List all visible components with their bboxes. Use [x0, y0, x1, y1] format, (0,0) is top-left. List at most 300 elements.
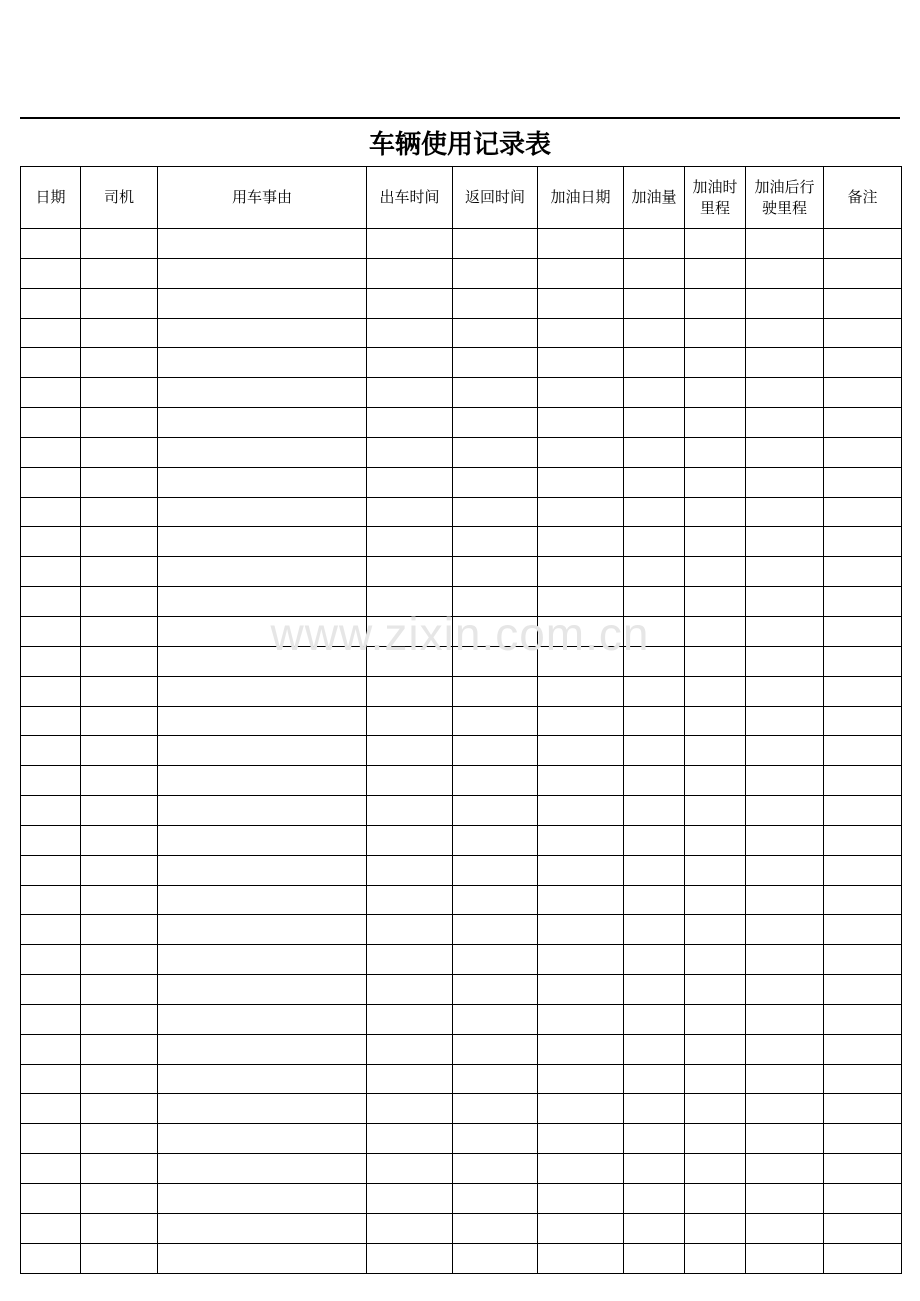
table-cell[interactable]: [367, 766, 453, 796]
table-cell[interactable]: [746, 676, 824, 706]
table-cell[interactable]: [158, 825, 367, 855]
table-cell[interactable]: [453, 706, 538, 736]
table-cell[interactable]: [158, 736, 367, 766]
table-cell[interactable]: [81, 766, 158, 796]
table-cell[interactable]: [685, 527, 746, 557]
table-cell[interactable]: [453, 736, 538, 766]
table-cell[interactable]: [538, 378, 624, 408]
table-cell[interactable]: [367, 497, 453, 527]
table-cell[interactable]: [624, 258, 685, 288]
table-cell[interactable]: [367, 676, 453, 706]
table-cell[interactable]: [824, 1064, 902, 1094]
table-cell[interactable]: [538, 706, 624, 736]
table-cell[interactable]: [685, 467, 746, 497]
table-cell[interactable]: [538, 1094, 624, 1124]
table-cell[interactable]: [538, 288, 624, 318]
table-cell[interactable]: [746, 408, 824, 438]
table-cell[interactable]: [21, 557, 81, 587]
table-cell[interactable]: [685, 348, 746, 378]
table-cell[interactable]: [158, 676, 367, 706]
table-cell[interactable]: [21, 258, 81, 288]
table-cell[interactable]: [685, 378, 746, 408]
table-cell[interactable]: [81, 467, 158, 497]
table-cell[interactable]: [824, 796, 902, 826]
table-cell[interactable]: [746, 915, 824, 945]
table-cell[interactable]: [81, 1064, 158, 1094]
table-cell[interactable]: [538, 258, 624, 288]
table-cell[interactable]: [453, 1154, 538, 1184]
table-cell[interactable]: [21, 497, 81, 527]
table-cell[interactable]: [624, 348, 685, 378]
table-cell[interactable]: [453, 467, 538, 497]
table-cell[interactable]: [824, 676, 902, 706]
table-cell[interactable]: [746, 527, 824, 557]
table-cell[interactable]: [538, 497, 624, 527]
table-cell[interactable]: [624, 229, 685, 259]
table-cell[interactable]: [685, 706, 746, 736]
table-cell[interactable]: [367, 437, 453, 467]
table-cell[interactable]: [453, 676, 538, 706]
table-cell[interactable]: [624, 437, 685, 467]
table-cell[interactable]: [21, 318, 81, 348]
table-cell[interactable]: [367, 378, 453, 408]
table-cell[interactable]: [685, 1124, 746, 1154]
table-cell[interactable]: [158, 706, 367, 736]
table-cell[interactable]: [538, 1124, 624, 1154]
table-cell[interactable]: [81, 915, 158, 945]
table-cell[interactable]: [453, 348, 538, 378]
table-cell[interactable]: [685, 288, 746, 318]
table-cell[interactable]: [21, 527, 81, 557]
table-cell[interactable]: [158, 855, 367, 885]
table-cell[interactable]: [81, 348, 158, 378]
table-cell[interactable]: [81, 557, 158, 587]
table-cell[interactable]: [158, 527, 367, 557]
table-cell[interactable]: [81, 1154, 158, 1184]
table-cell[interactable]: [746, 1154, 824, 1184]
table-cell[interactable]: [624, 825, 685, 855]
table-cell[interactable]: [538, 1004, 624, 1034]
table-cell[interactable]: [21, 1184, 81, 1214]
table-cell[interactable]: [624, 318, 685, 348]
table-cell[interactable]: [158, 766, 367, 796]
table-cell[interactable]: [746, 1064, 824, 1094]
table-cell[interactable]: [538, 437, 624, 467]
table-cell[interactable]: [453, 1064, 538, 1094]
table-cell[interactable]: [746, 1213, 824, 1243]
table-cell[interactable]: [21, 676, 81, 706]
table-cell[interactable]: [453, 975, 538, 1005]
table-cell[interactable]: [685, 796, 746, 826]
table-cell[interactable]: [624, 736, 685, 766]
table-cell[interactable]: [81, 318, 158, 348]
table-cell[interactable]: [685, 915, 746, 945]
table-cell[interactable]: [685, 646, 746, 676]
table-cell[interactable]: [824, 616, 902, 646]
table-cell[interactable]: [746, 825, 824, 855]
table-cell[interactable]: [21, 646, 81, 676]
table-cell[interactable]: [685, 1094, 746, 1124]
table-cell[interactable]: [685, 408, 746, 438]
table-cell[interactable]: [685, 1184, 746, 1214]
table-cell[interactable]: [538, 676, 624, 706]
table-cell[interactable]: [538, 557, 624, 587]
table-cell[interactable]: [538, 1184, 624, 1214]
table-cell[interactable]: [81, 1184, 158, 1214]
table-cell[interactable]: [824, 945, 902, 975]
table-cell[interactable]: [824, 766, 902, 796]
table-cell[interactable]: [746, 855, 824, 885]
table-cell[interactable]: [824, 855, 902, 885]
table-cell[interactable]: [367, 258, 453, 288]
table-cell[interactable]: [824, 975, 902, 1005]
table-cell[interactable]: [367, 915, 453, 945]
table-cell[interactable]: [746, 766, 824, 796]
table-cell[interactable]: [367, 527, 453, 557]
table-cell[interactable]: [538, 855, 624, 885]
table-cell[interactable]: [81, 825, 158, 855]
table-cell[interactable]: [824, 437, 902, 467]
table-cell[interactable]: [685, 885, 746, 915]
table-cell[interactable]: [81, 796, 158, 826]
table-cell[interactable]: [746, 945, 824, 975]
table-cell[interactable]: [624, 975, 685, 1005]
table-cell[interactable]: [81, 258, 158, 288]
table-cell[interactable]: [158, 229, 367, 259]
table-cell[interactable]: [624, 288, 685, 318]
table-cell[interactable]: [624, 1213, 685, 1243]
table-cell[interactable]: [824, 497, 902, 527]
table-cell[interactable]: [21, 1243, 81, 1273]
table-cell[interactable]: [624, 676, 685, 706]
table-cell[interactable]: [158, 945, 367, 975]
table-cell[interactable]: [367, 1154, 453, 1184]
table-cell[interactable]: [624, 1094, 685, 1124]
table-cell[interactable]: [453, 1004, 538, 1034]
table-cell[interactable]: [21, 378, 81, 408]
table-cell[interactable]: [158, 497, 367, 527]
table-cell[interactable]: [453, 378, 538, 408]
table-cell[interactable]: [746, 467, 824, 497]
table-cell[interactable]: [453, 437, 538, 467]
table-cell[interactable]: [746, 557, 824, 587]
table-cell[interactable]: [746, 1124, 824, 1154]
table-cell[interactable]: [453, 1094, 538, 1124]
table-cell[interactable]: [81, 1094, 158, 1124]
table-cell[interactable]: [367, 945, 453, 975]
table-cell[interactable]: [824, 557, 902, 587]
table-cell[interactable]: [367, 855, 453, 885]
table-cell[interactable]: [685, 1034, 746, 1064]
table-cell[interactable]: [21, 229, 81, 259]
table-cell[interactable]: [538, 975, 624, 1005]
table-cell[interactable]: [824, 706, 902, 736]
table-cell[interactable]: [824, 646, 902, 676]
table-cell[interactable]: [81, 1213, 158, 1243]
table-cell[interactable]: [367, 1124, 453, 1154]
table-cell[interactable]: [538, 1213, 624, 1243]
table-cell[interactable]: [158, 1094, 367, 1124]
table-cell[interactable]: [746, 1243, 824, 1273]
table-cell[interactable]: [453, 527, 538, 557]
table-cell[interactable]: [685, 1064, 746, 1094]
table-cell[interactable]: [21, 1154, 81, 1184]
table-cell[interactable]: [21, 975, 81, 1005]
table-cell[interactable]: [81, 736, 158, 766]
table-cell[interactable]: [453, 915, 538, 945]
table-cell[interactable]: [538, 527, 624, 557]
table-cell[interactable]: [81, 646, 158, 676]
table-cell[interactable]: [81, 497, 158, 527]
table-cell[interactable]: [685, 587, 746, 617]
table-cell[interactable]: [367, 467, 453, 497]
table-cell[interactable]: [367, 1004, 453, 1034]
table-cell[interactable]: [824, 318, 902, 348]
table-cell[interactable]: [824, 1094, 902, 1124]
table-cell[interactable]: [81, 288, 158, 318]
table-cell[interactable]: [81, 527, 158, 557]
table-cell[interactable]: [538, 229, 624, 259]
table-cell[interactable]: [685, 557, 746, 587]
table-cell[interactable]: [158, 1213, 367, 1243]
table-cell[interactable]: [538, 1154, 624, 1184]
table-cell[interactable]: [21, 766, 81, 796]
table-cell[interactable]: [538, 766, 624, 796]
table-cell[interactable]: [685, 766, 746, 796]
table-cell[interactable]: [538, 1064, 624, 1094]
table-cell[interactable]: [81, 437, 158, 467]
table-cell[interactable]: [685, 1213, 746, 1243]
table-cell[interactable]: [158, 258, 367, 288]
table-cell[interactable]: [824, 1184, 902, 1214]
table-cell[interactable]: [624, 945, 685, 975]
table-cell[interactable]: [367, 825, 453, 855]
table-cell[interactable]: [685, 1243, 746, 1273]
table-cell[interactable]: [21, 796, 81, 826]
table-cell[interactable]: [538, 348, 624, 378]
table-cell[interactable]: [538, 1243, 624, 1273]
table-cell[interactable]: [746, 616, 824, 646]
table-cell[interactable]: [624, 706, 685, 736]
table-cell[interactable]: [453, 1213, 538, 1243]
table-cell[interactable]: [685, 975, 746, 1005]
table-cell[interactable]: [81, 1004, 158, 1034]
table-cell[interactable]: [81, 676, 158, 706]
table-cell[interactable]: [624, 1004, 685, 1034]
table-cell[interactable]: [21, 288, 81, 318]
table-cell[interactable]: [21, 736, 81, 766]
table-cell[interactable]: [746, 646, 824, 676]
table-cell[interactable]: [453, 1124, 538, 1154]
table-cell[interactable]: [453, 1243, 538, 1273]
table-cell[interactable]: [453, 1184, 538, 1214]
table-cell[interactable]: [21, 616, 81, 646]
table-cell[interactable]: [746, 1184, 824, 1214]
table-cell[interactable]: [685, 1154, 746, 1184]
table-cell[interactable]: [538, 318, 624, 348]
table-cell[interactable]: [21, 1124, 81, 1154]
table-cell[interactable]: [453, 318, 538, 348]
table-cell[interactable]: [367, 1034, 453, 1064]
table-cell[interactable]: [158, 288, 367, 318]
table-cell[interactable]: [685, 945, 746, 975]
table-cell[interactable]: [624, 766, 685, 796]
table-cell[interactable]: [685, 616, 746, 646]
table-cell[interactable]: [685, 1004, 746, 1034]
table-cell[interactable]: [824, 915, 902, 945]
table-cell[interactable]: [81, 378, 158, 408]
table-cell[interactable]: [367, 1213, 453, 1243]
table-cell[interactable]: [685, 825, 746, 855]
table-cell[interactable]: [624, 885, 685, 915]
table-cell[interactable]: [367, 348, 453, 378]
table-cell[interactable]: [624, 915, 685, 945]
table-cell[interactable]: [824, 527, 902, 557]
table-cell[interactable]: [21, 467, 81, 497]
table-cell[interactable]: [685, 318, 746, 348]
table-cell[interactable]: [624, 1124, 685, 1154]
table-cell[interactable]: [453, 288, 538, 318]
table-cell[interactable]: [624, 408, 685, 438]
table-cell[interactable]: [538, 915, 624, 945]
table-cell[interactable]: [158, 1184, 367, 1214]
table-cell[interactable]: [746, 348, 824, 378]
table-cell[interactable]: [158, 348, 367, 378]
table-cell[interactable]: [746, 736, 824, 766]
table-cell[interactable]: [624, 1154, 685, 1184]
table-cell[interactable]: [824, 587, 902, 617]
table-cell[interactable]: [81, 1243, 158, 1273]
table-cell[interactable]: [624, 467, 685, 497]
table-cell[interactable]: [21, 945, 81, 975]
table-cell[interactable]: [746, 796, 824, 826]
table-cell[interactable]: [453, 825, 538, 855]
table-cell[interactable]: [158, 915, 367, 945]
table-cell[interactable]: [453, 885, 538, 915]
table-cell[interactable]: [21, 1064, 81, 1094]
table-cell[interactable]: [746, 258, 824, 288]
table-cell[interactable]: [453, 766, 538, 796]
table-cell[interactable]: [624, 796, 685, 826]
table-cell[interactable]: [824, 1213, 902, 1243]
table-cell[interactable]: [158, 557, 367, 587]
table-cell[interactable]: [824, 1034, 902, 1064]
table-cell[interactable]: [367, 408, 453, 438]
table-cell[interactable]: [21, 348, 81, 378]
table-cell[interactable]: [158, 1034, 367, 1064]
table-cell[interactable]: [685, 437, 746, 467]
table-cell[interactable]: [538, 885, 624, 915]
table-cell[interactable]: [367, 1184, 453, 1214]
table-cell[interactable]: [453, 229, 538, 259]
table-cell[interactable]: [158, 318, 367, 348]
table-cell[interactable]: [81, 706, 158, 736]
table-cell[interactable]: [824, 378, 902, 408]
table-cell[interactable]: [824, 825, 902, 855]
table-cell[interactable]: [824, 288, 902, 318]
table-cell[interactable]: [453, 557, 538, 587]
table-cell[interactable]: [21, 1094, 81, 1124]
table-cell[interactable]: [538, 736, 624, 766]
table-cell[interactable]: [538, 796, 624, 826]
table-cell[interactable]: [685, 736, 746, 766]
table-cell[interactable]: [158, 1004, 367, 1034]
table-cell[interactable]: [624, 1034, 685, 1064]
table-cell[interactable]: [81, 587, 158, 617]
table-cell[interactable]: [367, 1094, 453, 1124]
table-cell[interactable]: [21, 706, 81, 736]
table-cell[interactable]: [538, 825, 624, 855]
table-cell[interactable]: [81, 408, 158, 438]
table-cell[interactable]: [158, 885, 367, 915]
table-cell[interactable]: [367, 1064, 453, 1094]
table-cell[interactable]: [158, 378, 367, 408]
table-cell[interactable]: [81, 945, 158, 975]
table-cell[interactable]: [746, 885, 824, 915]
table-cell[interactable]: [21, 1004, 81, 1034]
table-cell[interactable]: [824, 258, 902, 288]
table-cell[interactable]: [624, 1064, 685, 1094]
table-cell[interactable]: [746, 587, 824, 617]
table-cell[interactable]: [367, 796, 453, 826]
table-cell[interactable]: [367, 557, 453, 587]
table-cell[interactable]: [685, 258, 746, 288]
table-cell[interactable]: [81, 1034, 158, 1064]
table-cell[interactable]: [158, 1243, 367, 1273]
table-cell[interactable]: [746, 229, 824, 259]
table-cell[interactable]: [158, 1154, 367, 1184]
table-cell[interactable]: [538, 1034, 624, 1064]
table-cell[interactable]: [624, 497, 685, 527]
table-cell[interactable]: [824, 1243, 902, 1273]
table-cell[interactable]: [746, 1004, 824, 1034]
table-cell[interactable]: [746, 1094, 824, 1124]
table-cell[interactable]: [367, 1243, 453, 1273]
table-cell[interactable]: [746, 437, 824, 467]
table-cell[interactable]: [453, 497, 538, 527]
table-cell[interactable]: [453, 258, 538, 288]
table-cell[interactable]: [158, 1064, 367, 1094]
table-cell[interactable]: [824, 1004, 902, 1034]
table-cell[interactable]: [453, 408, 538, 438]
table-cell[interactable]: [81, 616, 158, 646]
table-cell[interactable]: [158, 975, 367, 1005]
table-cell[interactable]: [624, 1184, 685, 1214]
table-cell[interactable]: [746, 1034, 824, 1064]
table-cell[interactable]: [453, 855, 538, 885]
table-cell[interactable]: [746, 378, 824, 408]
table-cell[interactable]: [685, 676, 746, 706]
table-cell[interactable]: [81, 1124, 158, 1154]
table-cell[interactable]: [158, 437, 367, 467]
table-cell[interactable]: [158, 1124, 367, 1154]
table-cell[interactable]: [367, 706, 453, 736]
table-cell[interactable]: [158, 796, 367, 826]
table-cell[interactable]: [367, 736, 453, 766]
table-cell[interactable]: [21, 1034, 81, 1064]
table-cell[interactable]: [624, 527, 685, 557]
table-cell[interactable]: [538, 945, 624, 975]
table-cell[interactable]: [824, 467, 902, 497]
table-cell[interactable]: [824, 229, 902, 259]
table-cell[interactable]: [538, 408, 624, 438]
table-cell[interactable]: [158, 408, 367, 438]
table-cell[interactable]: [367, 975, 453, 1005]
table-cell[interactable]: [746, 288, 824, 318]
table-cell[interactable]: [21, 1213, 81, 1243]
table-cell[interactable]: [453, 796, 538, 826]
table-cell[interactable]: [81, 855, 158, 885]
